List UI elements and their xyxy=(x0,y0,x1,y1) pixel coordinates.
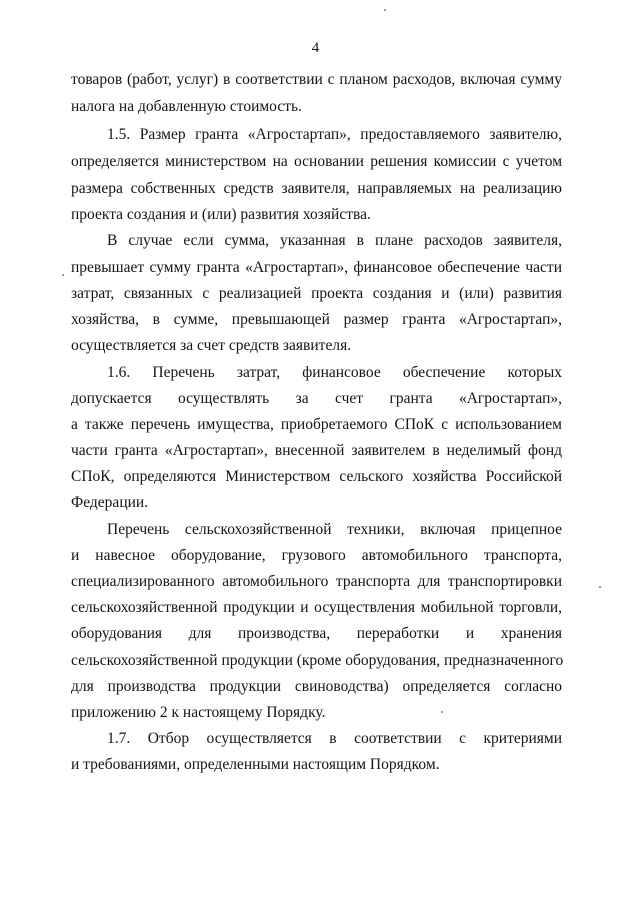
text-line: 1.6. Перечень затрат, финансовое обеспечение которых xyxy=(107,364,562,381)
text-line: затрат, связанных с реализацией проекта создания и (или) развития xyxy=(71,285,562,302)
text-line: и требованиями, определенными настоящим Порядком. xyxy=(71,756,440,773)
text-line: части гранта «Агростартап», внесенной заявителем в неделимый фонд xyxy=(71,442,562,459)
text-line: превышает сумму гранта «Агростартап», финансовое обеспечение части xyxy=(71,259,562,276)
text-line: хозяйства, в сумме, превышающей размер гранта «Агростартап», xyxy=(71,311,562,328)
scan-speck xyxy=(599,586,601,588)
text-line: и навесное оборудование, грузового автомобильного транспорта, xyxy=(71,547,562,564)
text-line: 1.5. Размер гранта «Агростартап», предоставляемого заявителю, xyxy=(107,126,562,143)
text-line: размера собственных средств заявителя, направляемых на реализацию xyxy=(71,180,562,197)
scan-speck xyxy=(384,9,386,11)
text-line: сельскохозяйственной продукции и осуществления мобильной торговли, xyxy=(71,599,562,616)
text-line: 1.7. Отбор осуществляется в соответствии с критериями xyxy=(107,730,562,747)
text-line: а также перечень имущества, приобретаемого СПоК с использованием xyxy=(71,416,562,433)
text-line: для производства продукции свиноводства) определяется согласно xyxy=(71,678,562,695)
scan-speck xyxy=(62,274,64,276)
text-line: определяется министерством на основании решения комиссии с учетом xyxy=(71,153,562,170)
text-line: проекта создания и (или) развития хозяйства. xyxy=(71,206,371,223)
page-number: 4 xyxy=(311,40,320,56)
text-line: оборудования для производства, переработки и хранения xyxy=(71,625,562,642)
text-line: допускается осуществлять за счет гранта «Агростартап», xyxy=(71,390,562,407)
text-line: специализированного автомобильного транспорта для транспортировки xyxy=(71,573,562,590)
text-line: осуществляется за счет средств заявителя. xyxy=(71,337,352,354)
text-line: сельскохозяйственной продукции (кроме оборудования, предназначенного xyxy=(71,652,564,669)
scan-speck xyxy=(441,711,443,713)
text-line: СПоК, определяются Министерством сельского хозяйства Российской xyxy=(71,468,562,485)
text-line: В случае если сумма, указанная в плане расходов заявителя, xyxy=(107,232,562,249)
text-line: приложению 2 к настоящему Порядку. xyxy=(71,704,326,721)
text-line: Перечень сельскохозяйственной техники, включая прицепное xyxy=(107,521,562,538)
text-line: товаров (работ, услуг) в соответствии с планом расходов, включая сумму xyxy=(71,71,562,88)
text-line: Федерации. xyxy=(71,494,149,511)
text-line: налога на добавленную стоимость. xyxy=(71,98,302,115)
